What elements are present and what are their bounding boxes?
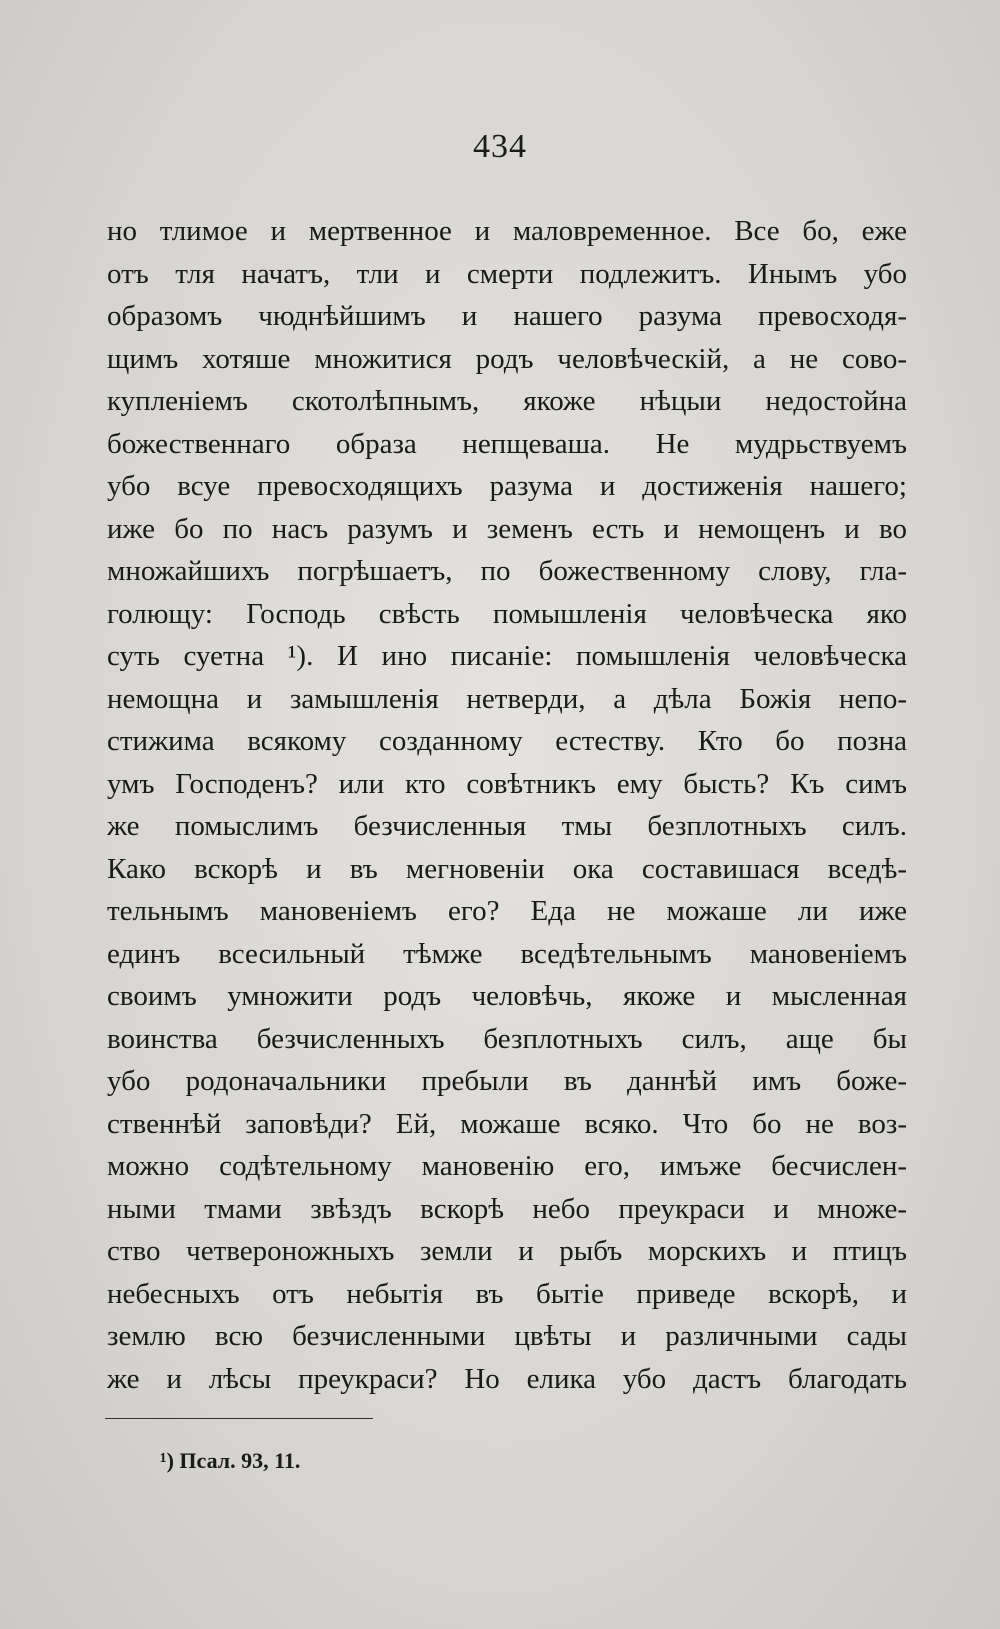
text-line: немощна и замышленія нетверди, а дѣла Божія непо- [107, 682, 907, 715]
text-line: иже бо по насъ разумъ и земенъ есть и немощенъ и во [107, 512, 907, 545]
text-line: стижима всякому созданному естеству. Кто бо позна [107, 725, 907, 757]
footnote-text: Псал. 93, 11. [179, 1448, 301, 1473]
text-line: но тлимое и мертвенное и маловременное. Все бо, еже [107, 215, 907, 247]
text-line: множайшихъ погрѣшаетъ, по божественному слову, гла- [107, 555, 907, 587]
footnote [160, 1448, 300, 1474]
text-line: отъ тля начатъ, тли и смерти подлежитъ. Инымъ убо [107, 257, 907, 290]
text-line: убо всуе превосходящихъ разума и достиженія нашего; [107, 470, 907, 502]
text-line: щимъ хотяше множитися родъ человѣческій, а не сово- [107, 342, 907, 375]
text-line: землю всю безчисленными цвѣты и различными сады [107, 1320, 907, 1352]
text-line: Како вскорѣ и въ мегновеніи ока составишася вседѣ- [107, 852, 907, 885]
body-text [107, 210, 907, 1400]
footnote-marker: ¹) [160, 1448, 174, 1473]
text-line: образомъ чюднѣйшимъ и нашего разума превосходя- [107, 300, 907, 332]
text-line: голющу: Господь свѣсть помышленія человѣческа яко [107, 597, 907, 630]
text-line: своимъ умножити родъ человѣчь, якоже и мысленная [107, 980, 907, 1012]
text-line: ными тмами звѣздъ вскорѣ небо преукраси и множе- [107, 1192, 907, 1225]
text-line: воинства безчисленныхъ безплотныхъ силъ, аще бы [107, 1022, 907, 1055]
text-line: суть суетна ¹). И ино писаніе: помышленія человѣческа [107, 640, 907, 672]
text-line: единъ всесильный тѣмже вседѣтельнымъ мановеніемъ [107, 937, 907, 970]
text-line: убо родоначальники пребыли въ даннѣй имъ боже- [107, 1065, 907, 1097]
text-line: небесныхъ отъ небытія въ бытіе приведе вскорѣ, и [107, 1277, 907, 1310]
text-line: же и лѣсы преукраси? Но елика убо дастъ благодать [107, 1362, 907, 1395]
text-line: божественнаго образа непщеваша. Не мудрьствуемъ [107, 427, 907, 460]
text-line: ство четвероножныхъ земли и рыбъ морскихъ и птицъ [107, 1235, 907, 1267]
text-line: умъ Господенъ? или кто совѣтникъ ему бысть? Къ симъ [107, 767, 907, 800]
text-line: тельнымъ мановеніемъ его? Еда не можаше ли иже [107, 895, 907, 927]
page-number: 434 [473, 128, 527, 165]
text-line: купленіемъ скотолѣпнымъ, якоже нѣцыи недостойна [107, 385, 907, 417]
footnote-divider [105, 1418, 373, 1419]
text-line: можно содѣтельному мановенію его, имъже бесчислен- [107, 1150, 907, 1182]
text-line: ственнѣй заповѣди? Ей, можаше всяко. Что бо не воз- [107, 1107, 907, 1140]
text-line: же помыслимъ безчисленныя тмы безплотныхъ силъ. [107, 810, 907, 842]
